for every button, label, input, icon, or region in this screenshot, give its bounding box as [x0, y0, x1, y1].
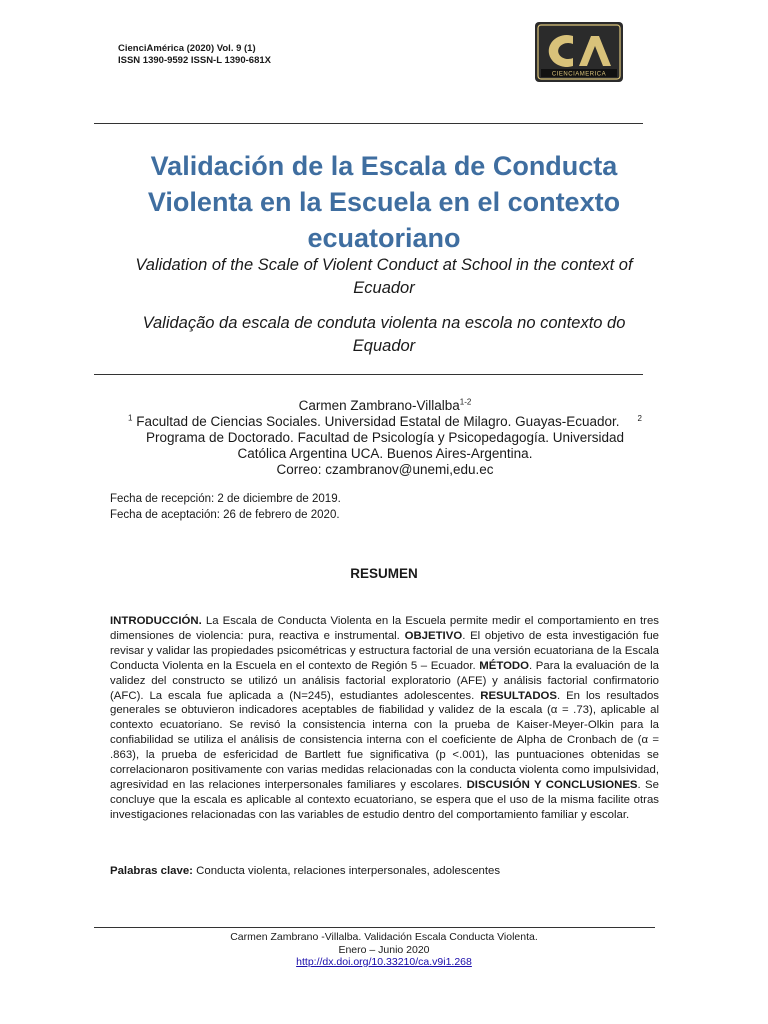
author-name-line [110, 398, 660, 414]
abstract-method-heading: MÉTODO [479, 659, 530, 672]
abstract-body [110, 614, 659, 823]
keywords-label: Palabras clave: [110, 865, 193, 877]
subtitle-english [100, 254, 668, 300]
abstract-intro-heading: INTRODUCCIÓN. [110, 615, 202, 627]
abstract-results-heading: RESULTADOS [480, 689, 557, 702]
abstract-objective-text: . El objetivo de esta investigación fue revisar y validar las propiedades psicométricas y estructura factorial de una versión ecuatoriana de la Escala Conducta Violenta en la Escuela en el contexto de Región 5 – Ecuador. [110, 629, 659, 672]
footer-citation: Carmen Zambrano -Villalba. Validación Escala Conducta Violenta. [230, 931, 538, 943]
title-line-3: ecuatoriano [307, 223, 461, 253]
title-line-1: Validación de la Escala de Conducta [150, 151, 618, 181]
abstract-discussion-heading: DISCUSIÓN Y CONCLUSIONES [466, 778, 638, 791]
affiliation-line-2: Programa de Doctorado. Facultad de Psicología y Psicopedagogía. Universidad [145, 430, 625, 445]
subtitle-portuguese [100, 312, 668, 358]
abstract-results-text: . En los resultados generales se obtuvieron indicadores aceptables de fiabilidad y validez de la escala (α = .73), aplicable al contexto ecuatoriano. Se revisó la consistencia interna con la prueba de Kaiser-Meyer-Olkin para la confiabilidad se utiliza el análisis de consistencia interna con el coeficiente de Alpha de Cronbach de (α = .863), la prueba de esfericidad de Bartlett fue significativa (p <.001), las puntuaciones obtenidas se correlacionaron positivamente con varias medidas relacionadas con la conducta violenta como impulsividad, agresividad en las relaciones interpersonales familiares y escolares. [110, 689, 659, 791]
header-rule [94, 123, 643, 124]
aff-sup-1: 1 [128, 413, 133, 423]
keywords [110, 864, 659, 879]
footer-rule [94, 927, 655, 928]
accepted-date: Fecha de aceptación: 26 de febrero de 2020. [110, 509, 340, 521]
affiliation-line-3: Católica Argentina UCA. Buenos Aires-Argentina. [237, 446, 533, 461]
doi-link[interactable]: http://dx.doi.org/10.33210/ca.v9i1.268 [296, 956, 472, 968]
affiliation-1: Facultad de Ciencias Sociales. Universidad Estatal de Milagro. Guayas-Ecuador. [136, 414, 620, 429]
abstract-method-text: . Para la evaluación de la validez del constructo se utilizó un análisis factorial exploratorio (AFE) y análisis factorial confirmatorio (AFC). La escala fue aplicada a (N=245), estudiantes adolescentes. [110, 659, 659, 702]
abstract-discussion-text: . Se concluye que la escala es aplicable al contexto ecuatoriano, se espera que el uso de la misma facilite otras investigaciones relacionadas con las variables de estudio dentro del comportamiento familiar y escolar. [110, 778, 659, 821]
subtitle-en-line-1: Validation of the Scale of Violent Conduct at School in the context of [135, 256, 633, 274]
author-name: Carmen Zambrano-Villalba [298, 398, 460, 413]
paper-title [100, 148, 668, 256]
cienciamerica-logo-icon [535, 22, 623, 82]
dates-block [110, 491, 341, 523]
journal-volume: CienciAmérica (2020) Vol. 9 (1) [118, 43, 256, 54]
abstract-heading: RESUMEN [350, 566, 418, 581]
abstract-objective-heading: OBJETIVO [404, 629, 463, 642]
journal-issn: ISSN 1390-9592 ISSN-L 1390-681X [118, 55, 271, 66]
journal-citation [118, 43, 271, 67]
affiliation-line-1 [110, 414, 660, 430]
subtitle-en-line-2: Ecuador [353, 279, 415, 297]
subtitle-pt-line-1: Validação da escala de conduta violenta na escola no contexto do [142, 314, 626, 332]
author-block [110, 398, 660, 478]
keywords-text: Conducta violenta, relaciones interpersonales, adolescentes [192, 865, 501, 877]
aff-sup-2: 2 [637, 413, 642, 423]
page-footer [100, 931, 668, 969]
subtitle-pt-line-2: Equador [352, 337, 416, 355]
abstract-intro-text: La Escala de Conducta Violenta en la Escuela permite medir el comportamiento en tres dimensiones de violencia: pura, reactiva e instrumental. [110, 615, 659, 642]
title-rule [94, 374, 643, 375]
author-email: Correo: czambranov@unemi,edu.ec [276, 462, 494, 477]
title-line-2: Violenta en la Escuela en el contexto [147, 187, 621, 217]
logo-wordmark: CIENCIAMERICA [551, 71, 607, 78]
footer-date: Enero – Junio 2020 [338, 943, 430, 956]
journal-logo [535, 22, 623, 82]
author-sup: 1-2 [459, 397, 472, 407]
received-date: Fecha de recepción: 2 de diciembre de 2019. [110, 493, 341, 505]
